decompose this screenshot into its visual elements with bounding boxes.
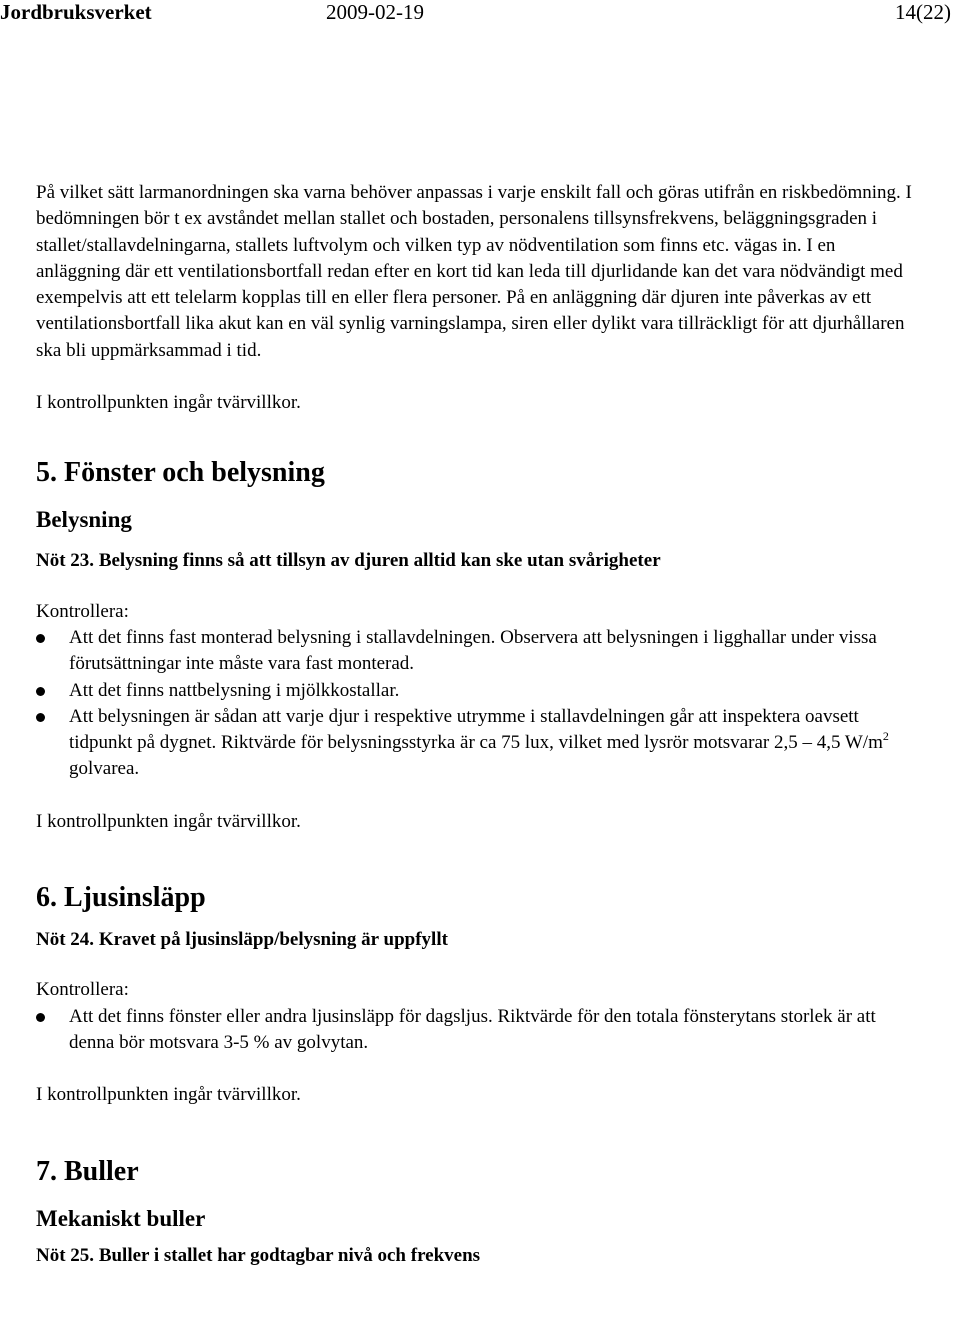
list-item <box>36 704 916 783</box>
requirement-not-24 <box>36 927 916 953</box>
list-item-tail: golvarea. <box>69 758 140 780</box>
section-5-subheading: Belysning <box>36 507 132 533</box>
requirement-text: Belysning finns så att tillsyn av djuren alltid kan ske utan svårigheter <box>94 550 661 572</box>
superscript: 2 <box>882 729 889 744</box>
bullet-icon <box>36 1013 45 1022</box>
list-item <box>36 678 916 704</box>
list-item-text: Att det finns nattbelysning i mjölkkostallar. <box>69 679 400 701</box>
section-5-checklist <box>36 625 916 783</box>
list-item <box>36 625 916 678</box>
list-item-text: Att belysningen är sådan att varje djur i respektive utrymme i stallavdelningen går att inspektera oavsett tidpunkt på dygnet. Riktvärde för belysningsstyrka är ca 75 lux, vilket med lysrör motsvarar 2,5 – 4,5 W/m <box>69 705 883 754</box>
requirement-id: Nöt 25. <box>36 1244 95 1266</box>
kontrollera-label: Kontrollera: <box>36 600 129 622</box>
requirement-not-23 <box>36 548 916 574</box>
section-7-heading: 7. Buller <box>36 1155 139 1187</box>
header-page-number: 14(22) <box>895 0 951 24</box>
bullet-icon <box>36 687 45 696</box>
requirement-id: Nöt 24. <box>36 929 95 951</box>
page-header <box>0 0 960 26</box>
bullet-icon <box>36 713 45 722</box>
requirement-text: Buller i stallet har godtagbar nivå och frekvens <box>94 1244 481 1266</box>
bullet-icon <box>36 634 45 643</box>
section-5-heading: 5. Fönster och belysning <box>36 457 325 489</box>
header-organization: Jordbruksverket <box>0 0 152 24</box>
header-date: 2009-02-19 <box>326 0 424 24</box>
list-item-text: Att det finns fast monterad belysning i stallavdelningen. Observera att belysningen i ligghallar under vissa förutsättningar inte måste vara fast monterad. <box>69 626 877 675</box>
section-6-heading: 6. Ljusinsläpp <box>36 882 206 914</box>
section-7-subheading: Mekaniskt buller <box>36 1205 206 1231</box>
document-body <box>36 180 916 1269</box>
list-item <box>36 1004 916 1057</box>
requirement-id: Nöt 23. <box>36 550 95 572</box>
requirement-not-25 <box>36 1243 916 1269</box>
tvarvillkor-note: I kontrollpunkten ingår tvärvillkor. <box>36 1084 301 1106</box>
requirement-text: Kravet på ljusinsläpp/belysning är uppfyllt <box>94 929 448 951</box>
list-item-text: Att det finns fönster eller andra ljusinsläpp för dagsljus. Riktvärde för den totala fönsterytans storlek är att denna bör motsvara 3-5 % av golvytan. <box>69 1005 876 1053</box>
tvarvillkor-note: I kontrollpunkten ingår tvärvillkor. <box>36 392 301 414</box>
kontrollera-label: Kontrollera: <box>36 979 129 1001</box>
section-6-checklist <box>36 1004 916 1057</box>
intro-paragraph: På vilket sätt larmanordningen ska varna behöver anpassas i varje enskilt fall och göras utifrån en riskbedömning. I bedömningen bör t ex avståndet mellan stallet och bostaden, personalens tillsynsfrekvens, beläggningsgraden i stallet/stallavdelningarna, stallets luftvolym och vilken typ av nödventilation som finns etc. vägas in. I en anläggning där ett ventilationsbortfall redan efter en kort tid kan leda till djurlidande kan det vara nödvändigt med exempelvis att ett telelarm kopplas till en eller flera personer. På en anläggning där djuren inte påverkas av ett ventilationsbortfall lika akut kan en väl synlig varningslampa, siren eller dylikt vara tillräckligt för att djurhållaren ska bli uppmärksammad i tid. <box>36 182 912 361</box>
tvarvillkor-note: I kontrollpunkten ingår tvärvillkor. <box>36 810 301 832</box>
